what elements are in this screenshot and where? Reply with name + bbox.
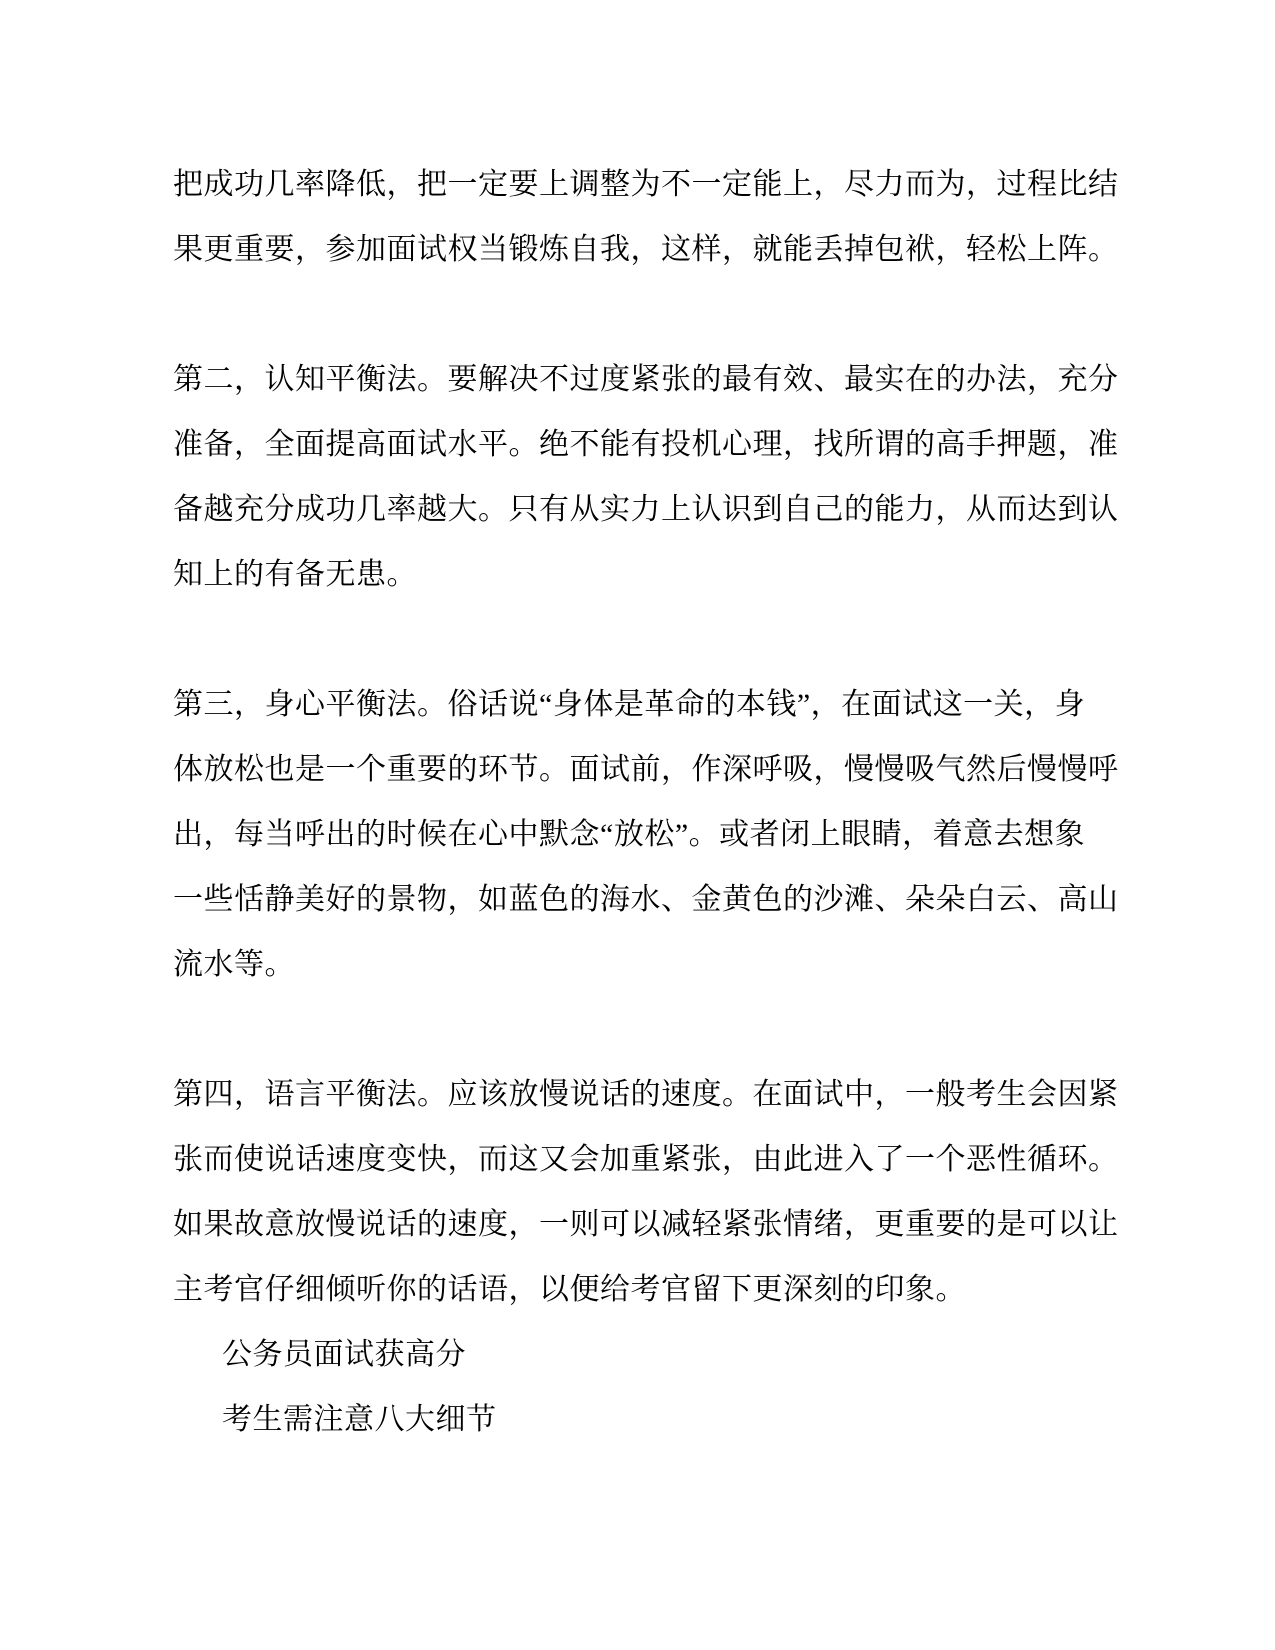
text-line: 准备，全面提高面试水平。绝不能有投机心理，找所谓的高手押题，准 bbox=[173, 428, 1119, 461]
text-line: 流水等。 bbox=[173, 948, 295, 981]
text-line: 体放松也是一个重要的环节。面试前，作深呼吸，慢慢吸气然后慢慢呼 bbox=[173, 753, 1119, 786]
text-line: 考生需注意八大细节 bbox=[222, 1403, 497, 1436]
paragraph-success-rate bbox=[173, 152, 1133, 282]
paragraph-cognitive-balance bbox=[173, 347, 1133, 607]
text-line: 把成功几率降低，把一定要上调整为不一定能上，尽力而为，过程比结 bbox=[173, 168, 1119, 201]
text-line: 如果故意放慢说话的速度，一则可以减轻紧张情绪，更重要的是可以让 bbox=[173, 1208, 1119, 1241]
text-line: 主考官仔细倾听你的话语，以便给考官留下更深刻的印象。 bbox=[173, 1273, 966, 1306]
text-line: 出，每当呼出的时候在心中默念“放松”。或者闭上眼睛，着意去想象 bbox=[173, 818, 1086, 851]
text-line: 张而使说话速度变快，而这又会加重紧张，由此进入了一个恶性循环。 bbox=[173, 1143, 1119, 1176]
text-line: 公务员面试获高分 bbox=[222, 1338, 466, 1371]
text-line: 第二，认知平衡法。要解决不过度紧张的最有效、最实在的办法，充分 bbox=[173, 363, 1119, 396]
text-line: 第三，身心平衡法。俗话说“身体是革命的本钱”，在面试这一关，身 bbox=[173, 688, 1086, 721]
text-line: 第四，语言平衡法。应该放慢说话的速度。在面试中，一般考生会因紧 bbox=[173, 1078, 1119, 1111]
text-line: 备越充分成功几率越大。只有从实力上认识到自己的能力，从而达到认 bbox=[173, 493, 1119, 526]
paragraph-body-mind-balance bbox=[173, 672, 1133, 997]
text-line: 知上的有备无患。 bbox=[173, 558, 417, 591]
paragraph-heading-high-score bbox=[173, 1322, 1133, 1387]
paragraph-language-balance bbox=[173, 1062, 1133, 1322]
document-text-block bbox=[173, 152, 1133, 1452]
text-line: 果更重要，参加面试权当锻炼自我，这样，就能丢掉包袱，轻松上阵。 bbox=[173, 233, 1119, 266]
text-line: 一些恬静美好的景物，如蓝色的海水、金黄色的沙滩、朵朵白云、高山 bbox=[173, 883, 1119, 916]
paragraph-heading-eight-details bbox=[173, 1387, 1133, 1452]
